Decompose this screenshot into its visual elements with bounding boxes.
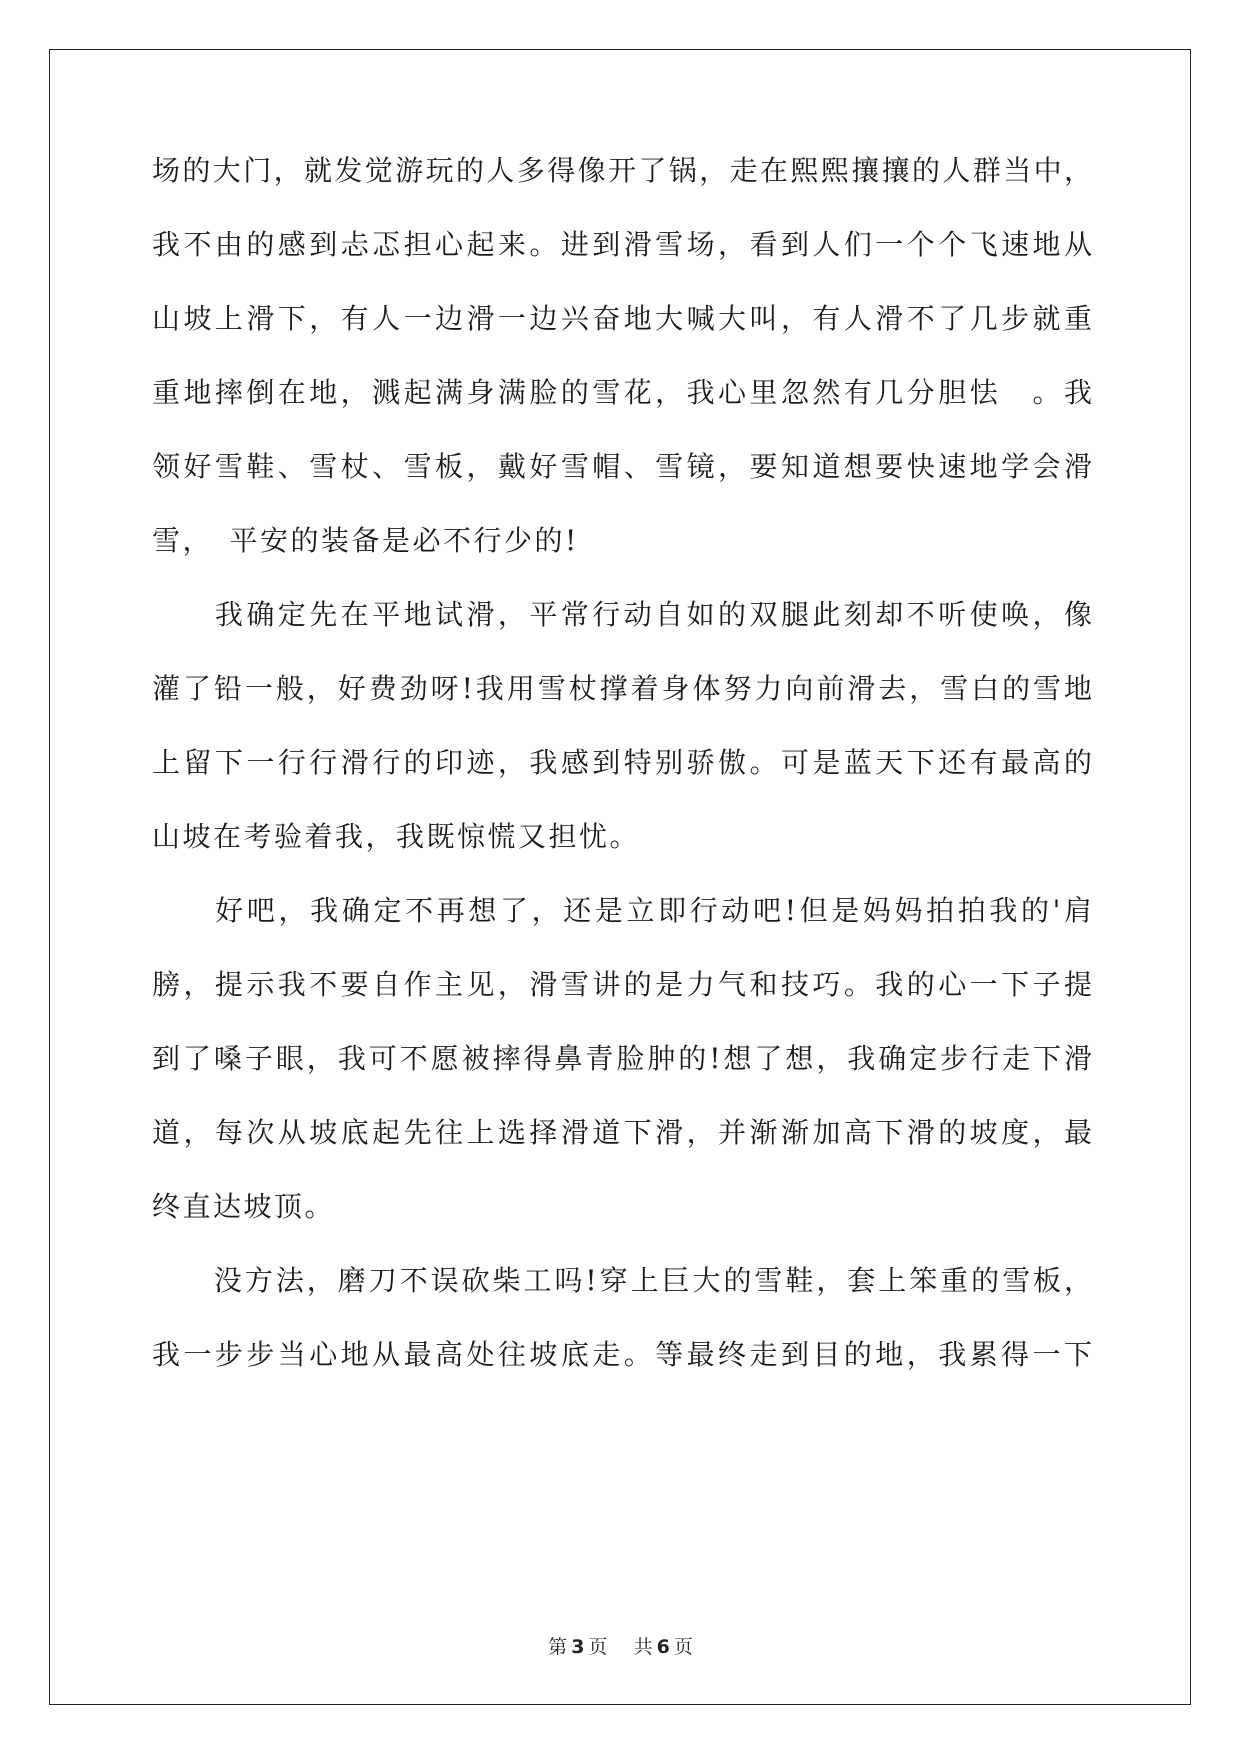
page-suffix: 页 xyxy=(588,1636,608,1658)
text-line: 到了嗓子眼，我可不愿被摔得鼻青脸肿的!想了想，我确定步行走下滑 xyxy=(152,1042,1092,1075)
text-line: 上留下一行行滑行的印迹，我感到特别骄傲。可是蓝天下还有最高的 xyxy=(152,746,1092,779)
total-number: 6 xyxy=(656,1636,670,1658)
page-border xyxy=(49,49,1191,1705)
page-footer xyxy=(0,1632,1241,1659)
text-line: 我一步步当心地从最高处往坡底走。等最终走到目的地，我累得一下 xyxy=(152,1338,1092,1371)
page-indicator xyxy=(546,1636,609,1658)
text-line: 我不由的感到忐忑担心起来。进到滑雪场，看到人们一个个飞速地从 xyxy=(152,228,1092,261)
text-line: 场的大门，就发觉游玩的人多得像开了锅，走在熙熙攘攘的人群当中， xyxy=(152,154,1092,187)
total-suffix: 页 xyxy=(673,1636,693,1658)
text-line: 重地摔倒在地，溅起满身满脸的雪花，我心里忽然有几分胆怯 。我 xyxy=(152,376,1092,409)
text-line: 我确定先在平地试滑，平常行动自如的双腿此刻却不听使唤，像 xyxy=(152,598,1092,631)
text-line: 好吧，我确定不再想了，还是立即行动吧!但是妈妈拍拍我的'肩 xyxy=(152,894,1092,927)
text-line: 灌了铅一般，好费劲呀!我用雪杖撑着身体努力向前滑去，雪白的雪地 xyxy=(152,672,1092,705)
text-line: 雪， 平安的装备是必不行少的! xyxy=(152,524,579,557)
total-prefix: 共 xyxy=(633,1636,653,1658)
text-line: 山坡上滑下，有人一边滑一边兴奋地大喊大叫，有人滑不了几步就重 xyxy=(152,302,1092,335)
text-line: 终直达坡顶。 xyxy=(152,1190,336,1223)
text-line: 道，每次从坡底起先往上选择滑道下滑，并渐渐加高下滑的坡度，最 xyxy=(152,1116,1092,1149)
page-number: 3 xyxy=(571,1636,585,1658)
page-prefix: 第 xyxy=(548,1636,568,1658)
text-line: 膀，提示我不要自作主见，滑雪讲的是力气和技巧。我的心一下子提 xyxy=(152,968,1092,1001)
text-line: 山坡在考验着我，我既惊慌又担忧。 xyxy=(152,820,641,853)
text-line: 领好雪鞋、雪杖、雪板，戴好雪帽、雪镜，要知道想要快速地学会滑 xyxy=(152,450,1092,483)
total-pages xyxy=(632,1636,695,1658)
text-line: 没方法，磨刀不误砍柴工吗!穿上巨大的雪鞋，套上笨重的雪板， xyxy=(152,1264,1092,1297)
